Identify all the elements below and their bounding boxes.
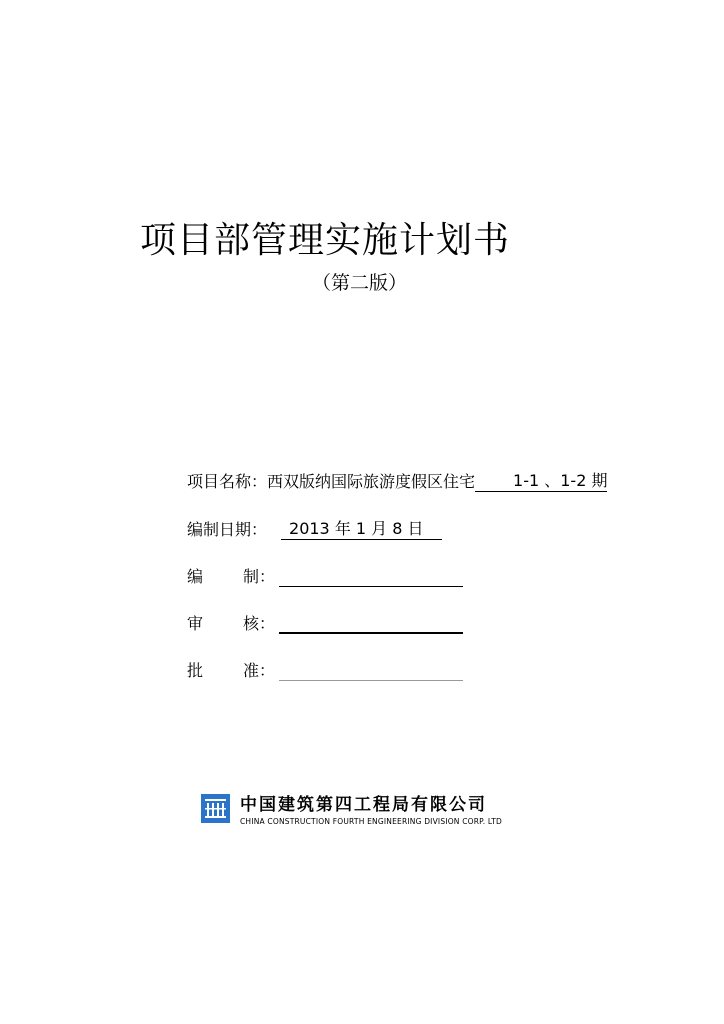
compiled-label-b: 制： — [243, 567, 276, 586]
document-subtitle: （第二版） — [312, 272, 408, 294]
company-name-en: CHINA CONSTRUCTION FOURTH ENGINEERING DIVISION CORP. LTD — [240, 817, 502, 826]
review-label-b: 核： — [243, 614, 276, 633]
cscec-logo-icon — [201, 794, 230, 823]
compiled-label-a: 编 — [187, 567, 204, 586]
project-name-underline — [475, 471, 511, 492]
date-label: 编制日期： — [187, 520, 268, 539]
project-name-row — [187, 468, 607, 492]
review-label-a: 审 — [187, 614, 204, 633]
date-value: 2013 年 1 月 8 日 — [281, 516, 442, 540]
project-name-label: 项目名称： — [187, 472, 268, 491]
company-logo — [201, 790, 502, 826]
company-name-cn: 中国建筑第四工程局有限公司 — [240, 795, 487, 815]
approve-row — [187, 658, 463, 681]
project-name-value: 西双版纳国际旅游度假区住宅 — [267, 472, 476, 491]
project-phase-value: 1-1 、1-2 期 — [511, 468, 607, 492]
review-row — [187, 611, 463, 634]
review-signature-line — [279, 612, 463, 634]
date-row — [187, 516, 442, 540]
approve-signature-line — [279, 660, 463, 681]
compiled-signature-line — [279, 566, 463, 587]
approve-label-b: 准： — [243, 661, 276, 680]
approve-label-a: 批 — [187, 661, 204, 680]
compiled-row — [187, 564, 463, 587]
document-title: 项目部管理实施计划书 — [140, 220, 511, 261]
